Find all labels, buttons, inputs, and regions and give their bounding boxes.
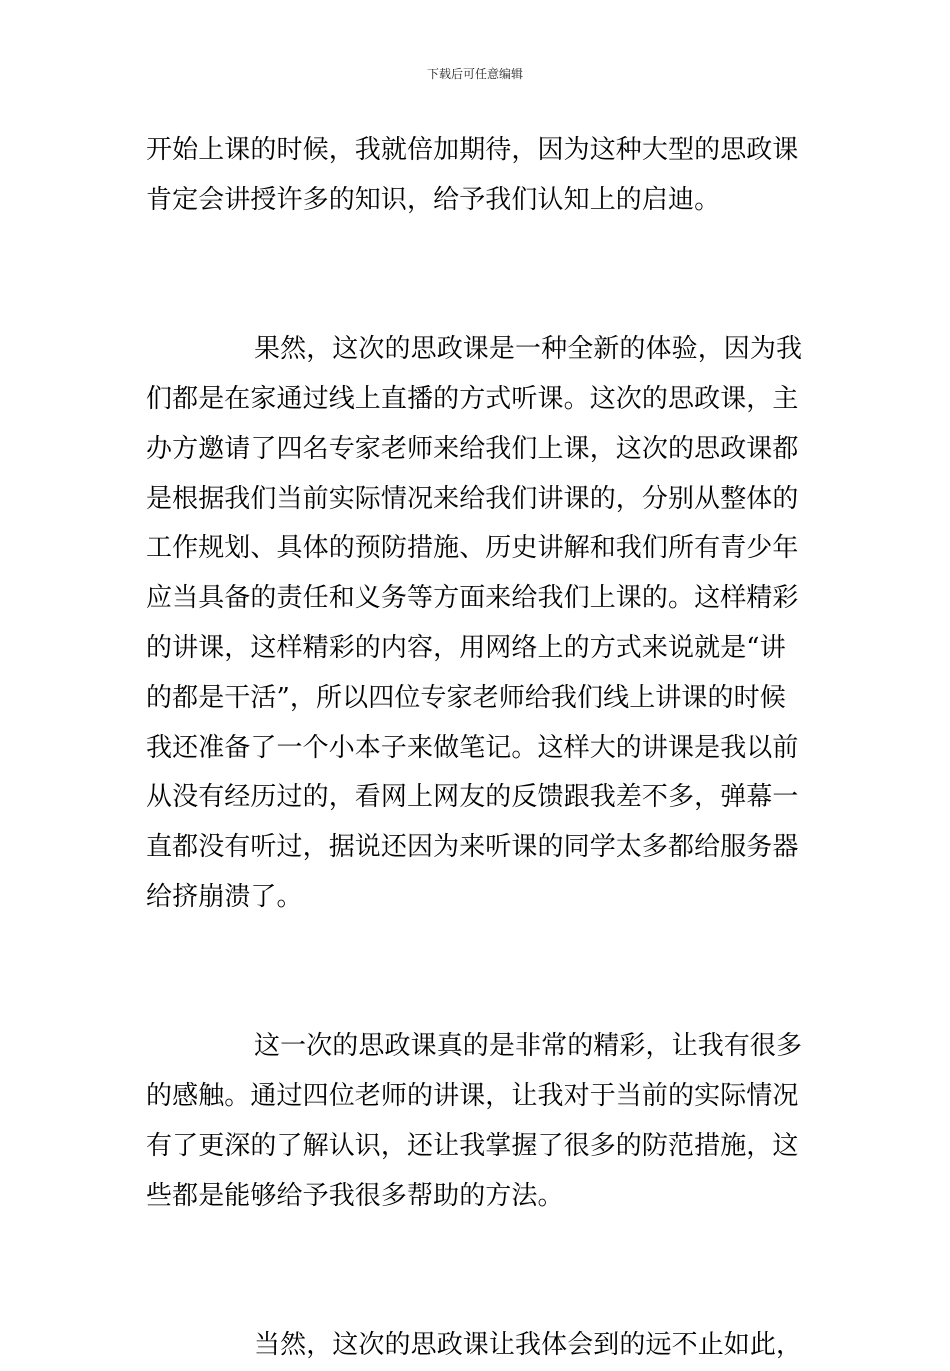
paragraph-line: 们都是在家通过线上直播的方式听课。这次的思政课，主 [146,383,799,414]
paragraph-2 [146,325,806,923]
paragraph-line: 的都是干活”，所以四位专家老师给我们线上讲课的时候 [146,682,786,713]
paragraph-line: 的讲课，这样精彩的内容，用网络上的方式来说就是“讲 [146,632,786,663]
paragraph-first-line: 当然，这次的思政课让我体会到的远不止如此， [254,1330,803,1361]
paragraph-line: 从没有经历过的，看网上网友的反馈跟我差不多，弹幕一 [146,782,799,813]
paragraph-line: 的感触。通过四位老师的讲课，让我对于当前的实际情况 [146,1081,799,1112]
paragraph-line: 给挤崩溃了。 [146,881,303,912]
paragraph-line: 肯定会讲授许多的知识，给予我们认知上的启迪。 [146,184,721,215]
paragraph-line: 我还准备了一个小本子来做笔记。这样大的讲课是我以前 [146,732,799,763]
paragraph-spacer [146,1222,806,1322]
paragraph-first-line: 果然，这次的思政课是一种全新的体验，因为我 [254,334,803,365]
paragraph-line: 应当具备的责任和义务等方面来给我们上课的。这样精彩 [146,583,799,614]
paragraph-line: 些都是能够给予我很多帮助的方法。 [146,1180,564,1211]
paragraph-line: 办方邀请了四名专家老师来给我们上课，这次的思政课都 [146,433,799,464]
paragraph-3 [146,1022,806,1221]
document-body [146,126,806,1371]
paragraph-line: 直都没有听过，据说还因为来听课的同学太多都给服务器 [146,832,799,863]
paragraph-1 [146,126,806,226]
paragraph-line: 有了更深的了解认识，还让我掌握了很多的防范措施，这 [146,1130,799,1161]
paragraph-spacer [146,923,806,1023]
paragraph-4 [146,1321,806,1371]
paragraph-spacer [146,226,806,326]
paragraph-line: 是根据我们当前实际情况来给我们讲课的，分别从整体的 [146,483,799,514]
paragraph-first-line: 这一次的思政课真的是非常的精彩，让我有很多 [254,1031,803,1062]
paragraph-line: 开始上课的时候，我就倍加期待，因为这种大型的思政课 [146,135,799,165]
page-header: 下载后可任意编辑 [426,67,523,81]
paragraph-line: 工作规划、具体的预防措施、历史讲解和我们所有青少年 [146,533,799,564]
